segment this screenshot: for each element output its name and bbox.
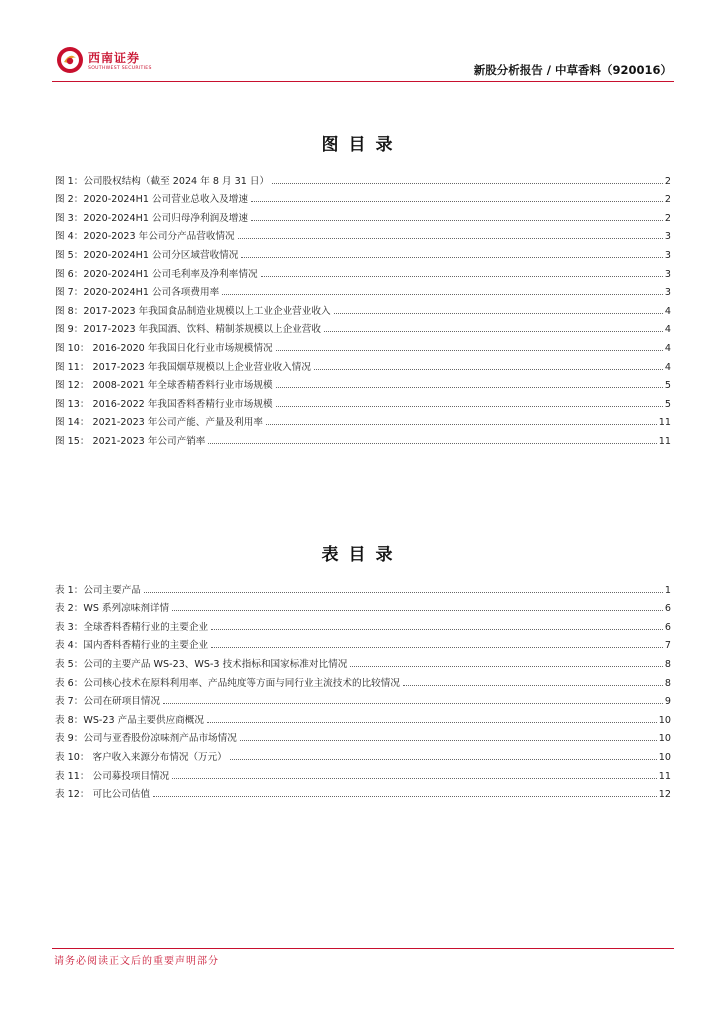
figure-toc-entry[interactable] — [55, 280, 671, 299]
toc-entry-label: 表 11： 公司募投项目情况 — [55, 770, 170, 782]
table-toc-entry[interactable] — [55, 577, 671, 596]
footer-disclaimer: 请务必阅读正文后的重要声明部分 — [54, 956, 219, 967]
toc-leader-dots — [276, 350, 663, 351]
toc-entry-label: 表 1：公司主要产品 — [55, 584, 141, 596]
toc-entry-page: 3 — [664, 231, 671, 243]
toc-entry-label: 图 8：2017-2023 年我国食品制造业规模以上工业企业营业收入 — [55, 305, 331, 317]
toc-entry-label: 图 6：2020-2024H1 公司毛利率及净利率情况 — [55, 268, 258, 280]
toc-leader-dots — [211, 647, 663, 648]
figure-toc-entry[interactable] — [55, 335, 671, 354]
header-divider — [52, 81, 674, 82]
toc-entry-label: 表 9：公司与亚香股份凉味剂产品市场情况 — [55, 733, 237, 745]
toc-entry-label: 图 7：2020-2024H1 公司各项费用率 — [55, 287, 220, 299]
report-title: 新股分析报告 / 中草香料（920016） — [473, 63, 672, 77]
toc-leader-dots — [240, 740, 657, 741]
toc-entry-page: 5 — [664, 380, 671, 392]
toc-entry-page: 4 — [664, 342, 671, 354]
figure-toc-entry[interactable] — [55, 298, 671, 317]
toc-leader-dots — [266, 424, 657, 425]
toc-leader-dots — [276, 387, 663, 388]
figure-toc-entry[interactable] — [55, 391, 671, 410]
figure-toc-entry[interactable] — [55, 168, 671, 187]
figure-toc-entry[interactable] — [55, 242, 671, 261]
toc-entry-page: 10 — [658, 714, 671, 726]
figure-toc-title: 图目录 — [321, 135, 403, 155]
footer-divider — [52, 948, 674, 949]
logo-mark-icon — [56, 46, 84, 74]
toc-entry-page: 11 — [658, 770, 671, 782]
toc-leader-dots — [144, 592, 663, 593]
table-toc-entry[interactable] — [55, 651, 671, 670]
toc-leader-dots — [207, 722, 657, 723]
figure-toc-list — [55, 168, 671, 447]
company-logo — [52, 42, 162, 76]
toc-entry-page: 6 — [664, 621, 671, 633]
toc-entry-page: 10 — [658, 751, 671, 763]
toc-entry-label: 图 4：2020-2023 年公司分产品营收情况 — [55, 231, 235, 243]
toc-entry-label: 图 5：2020-2024H1 公司分区域营收情况 — [55, 249, 239, 261]
figure-toc-entry[interactable] — [55, 317, 671, 336]
table-toc-title: 表目录 — [321, 545, 403, 565]
toc-entry-label: 表 8：WS-23 产品主要供应商概况 — [55, 714, 204, 726]
toc-entry-label: 图 1：公司股权结构（截至 2024 年 8 月 31 日） — [55, 175, 270, 187]
toc-entry-page: 1 — [664, 584, 671, 596]
toc-entry-label: 图 11： 2017-2023 年我国烟草规模以上企业营业收入情况 — [55, 361, 311, 373]
figure-toc-entry[interactable] — [55, 224, 671, 243]
table-toc-entry[interactable] — [55, 726, 671, 745]
toc-leader-dots — [314, 369, 663, 370]
toc-entry-page: 4 — [664, 324, 671, 336]
figure-toc-entry[interactable] — [55, 354, 671, 373]
figure-toc-entry[interactable] — [55, 373, 671, 392]
toc-entry-label: 图 14： 2021-2023 年公司产能、产量及利用率 — [55, 417, 263, 429]
table-toc-entry[interactable] — [55, 744, 671, 763]
toc-leader-dots — [172, 778, 657, 779]
toc-leader-dots — [163, 703, 663, 704]
toc-entry-page: 9 — [664, 696, 671, 708]
toc-leader-dots — [230, 759, 657, 760]
toc-entry-page: 2 — [664, 212, 671, 224]
figure-toc-entry[interactable] — [55, 205, 671, 224]
table-toc-entry[interactable] — [55, 763, 671, 782]
table-toc-entry[interactable] — [55, 614, 671, 633]
toc-entry-label: 表 12： 可比公司估值 — [55, 789, 151, 801]
toc-leader-dots — [153, 796, 657, 797]
toc-leader-dots — [334, 313, 663, 314]
toc-entry-page: 12 — [658, 789, 671, 801]
toc-entry-page: 6 — [664, 603, 671, 615]
table-toc-entry[interactable] — [55, 782, 671, 801]
toc-entry-label: 表 4：国内香料香精行业的主要企业 — [55, 640, 209, 652]
toc-entry-label: 表 10： 客户收入来源分布情况（万元） — [55, 751, 227, 763]
figure-toc-entry[interactable] — [55, 410, 671, 429]
toc-leader-dots — [172, 610, 663, 611]
table-toc-entry[interactable] — [55, 689, 671, 708]
toc-entry-page: 11 — [658, 417, 671, 429]
toc-entry-label: 图 2：2020-2024H1 公司营业总收入及增速 — [55, 194, 248, 206]
toc-entry-page: 4 — [664, 361, 671, 373]
toc-entry-label: 图 9：2017-2023 年我国酒、饮料、精制茶规模以上企业营收 — [55, 324, 321, 336]
toc-entry-label: 表 7：公司在研项目情况 — [55, 696, 161, 708]
toc-entry-page: 8 — [664, 658, 671, 670]
toc-entry-page: 3 — [664, 268, 671, 280]
page-header — [52, 40, 672, 80]
toc-leader-dots — [241, 257, 663, 258]
toc-entry-label: 图 13： 2016-2022 年我国香料香精行业市场规模 — [55, 398, 273, 410]
toc-entry-page: 7 — [664, 640, 671, 652]
toc-entry-label: 表 6：公司核心技术在原料利用率、产品纯度等方面与同行业主流技术的比较情况 — [55, 677, 400, 689]
toc-entry-label: 图 3：2020-2024H1 公司归母净利润及增速 — [55, 212, 248, 224]
toc-entry-page: 3 — [664, 287, 671, 299]
table-toc-entry[interactable] — [55, 670, 671, 689]
toc-leader-dots — [261, 276, 663, 277]
toc-leader-dots — [222, 294, 663, 295]
toc-leader-dots — [272, 183, 663, 184]
table-toc-entry[interactable] — [55, 633, 671, 652]
table-toc-entry[interactable] — [55, 707, 671, 726]
toc-entry-page: 2 — [664, 175, 671, 187]
toc-entry-label: 表 2：WS 系列凉味剂详情 — [55, 603, 170, 615]
toc-entry-page: 11 — [658, 435, 671, 447]
toc-entry-page: 5 — [664, 398, 671, 410]
figure-toc-entry[interactable] — [55, 428, 671, 447]
toc-entry-page: 2 — [664, 194, 671, 206]
toc-leader-dots — [238, 238, 663, 239]
toc-leader-dots — [208, 443, 656, 444]
logo-text-en: SOUTHWEST SECURITIES — [88, 66, 152, 71]
toc-entry-label: 图 10： 2016-2020 年我国日化行业市场规模情况 — [55, 342, 273, 354]
toc-entry-label: 图 12： 2008-2021 年全球香精香料行业市场规模 — [55, 380, 273, 392]
table-toc-list — [55, 577, 671, 800]
toc-entry-label: 图 15： 2021-2023 年公司产销率 — [55, 435, 206, 447]
toc-entry-page: 4 — [664, 305, 671, 317]
logo-text-cn: 西南证券 — [88, 51, 141, 65]
toc-leader-dots — [276, 406, 663, 407]
toc-leader-dots — [251, 220, 663, 221]
toc-entry-label: 表 5：公司的主要产品 WS-23、WS-3 技术指标和国家标准对比情况 — [55, 658, 348, 670]
toc-entry-page: 8 — [664, 677, 671, 689]
toc-leader-dots — [403, 685, 663, 686]
table-toc-entry[interactable] — [55, 596, 671, 615]
toc-leader-dots — [211, 629, 663, 630]
figure-toc-entry[interactable] — [55, 261, 671, 280]
toc-leader-dots — [324, 331, 663, 332]
toc-leader-dots — [350, 666, 663, 667]
toc-entry-page: 3 — [664, 249, 671, 261]
toc-entry-page: 10 — [658, 733, 671, 745]
toc-entry-label: 表 3：全球香料香精行业的主要企业 — [55, 621, 209, 633]
figure-toc-entry[interactable] — [55, 187, 671, 206]
toc-leader-dots — [251, 201, 663, 202]
